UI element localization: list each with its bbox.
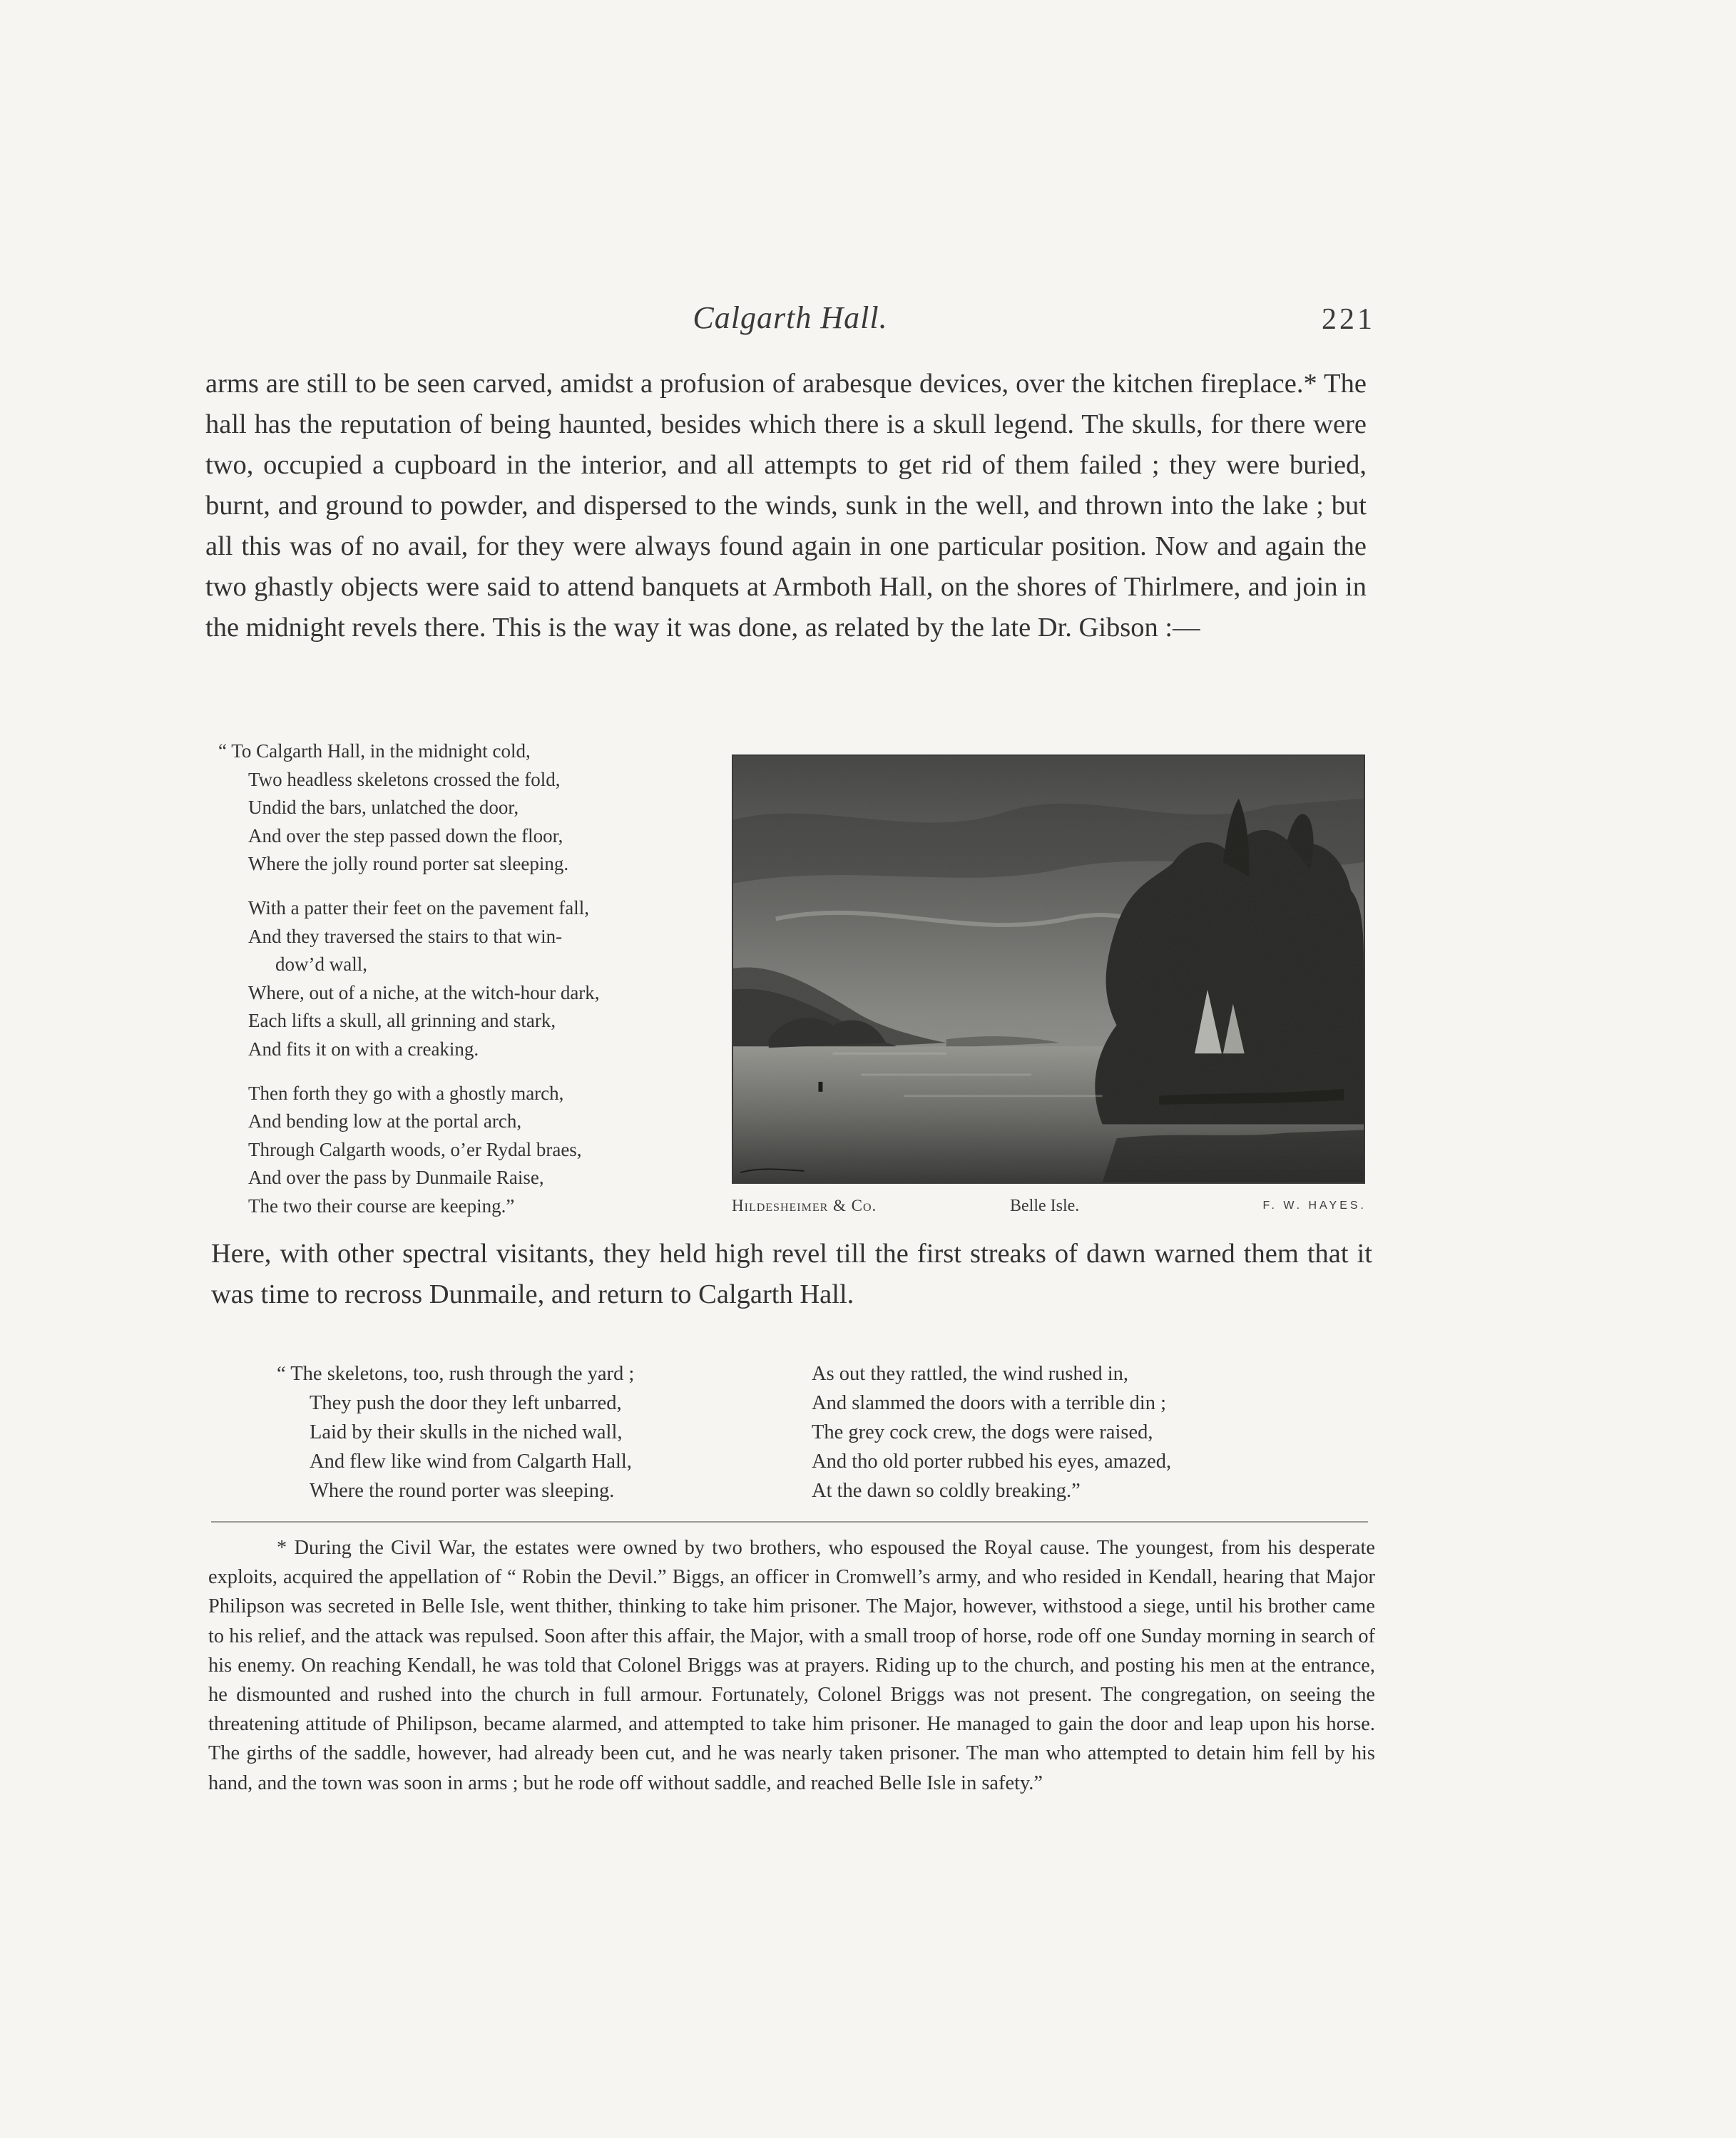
- poem-line: Two headless skeletons crossed the fold,: [248, 768, 561, 790]
- poem-gibson: [218, 737, 703, 1237]
- page-number: 221: [1322, 303, 1375, 336]
- poem-line: And flew like wind from Calgarth Hall,: [310, 1451, 632, 1473]
- caption-artist: F. W. HAYES.: [1262, 1200, 1367, 1212]
- caption-title: Belle Isle.: [1010, 1197, 1080, 1215]
- poem-line: Then forth they go with a ghostly march,: [248, 1082, 564, 1104]
- poem-line: As out they rattled, the wind rushed in,: [812, 1363, 1129, 1385]
- poem-line: Undid the bars, unlatched the door,: [248, 797, 519, 819]
- poem-stanza-1: [218, 737, 703, 879]
- poem-stanza-2: [218, 894, 703, 1064]
- poem-continuation-right: [812, 1359, 1325, 1505]
- poem-line: And fits it on with a creaking.: [248, 1038, 479, 1060]
- poem-line: Where the jolly round porter sat sleeping.: [248, 853, 569, 875]
- caption-publisher: Hildesheimer & Co.: [732, 1197, 877, 1214]
- poem-line: With a patter their feet on the pavement fall,: [248, 896, 589, 919]
- poem-line: At the dawn so coldly breaking.”: [812, 1480, 1081, 1502]
- running-head: [205, 300, 1375, 342]
- poem-line: And bending low at the portal arch,: [248, 1110, 522, 1132]
- poem-line: “ To Calgarth Hall, in the midnight cold,: [218, 740, 531, 762]
- poem-line: And over the pass by Dunmaile Raise,: [248, 1167, 544, 1189]
- poem-line: Each lifts a skull, all grinning and stark,: [248, 1010, 556, 1032]
- body-paragraph-1: arms are still to be seen carved, amidst a profusion of arabesque devices, over the kitchen fireplace.* The hall has the reputation of being haunted, besides which there is a skull legend. The skulls, for there were two, occupied a cupboard in the interior, and all attempts to get rid of them failed ; they were buried, burnt, and ground to powder, and dispersed to the winds, sunk in the well, and thrown into the lake ; but all this was of no avail, for they were always found again in one particular position. Now and again the two ghastly objects were said to attend banquets at Armboth Hall, on the shores of Thirlmere, and join in the midnight revels there. This is the way it was done, as related by the late Dr. Gibson :—: [205, 369, 1367, 643]
- poem-line: Where the round porter was sleeping.: [310, 1480, 615, 1502]
- poem-line: Laid by their skulls in the niched wall,: [310, 1421, 623, 1443]
- body-paragraph-2: Here, with other spectral visitants, they held high revel till the first streaks of dawn warned them that it was time to recross Dunmaile, and return to Calgarth Hall.: [211, 1239, 1372, 1309]
- footnote-divider: [211, 1521, 1368, 1523]
- poem-line: And over the step passed down the floor,: [248, 824, 563, 846]
- lake-engraving-image: [732, 755, 1365, 1184]
- poem-line: And slammed the doors with a terrible din ;: [812, 1392, 1167, 1414]
- poem-line: They push the door they left unbarred,: [310, 1392, 622, 1414]
- running-title: Calgarth Hall.: [693, 300, 888, 335]
- poem-line: The two their course are keeping.”: [248, 1195, 515, 1217]
- poem-line: And they traversed the stairs to that win-: [248, 925, 563, 947]
- poem-line: Through Calgarth woods, o’er Rydal braes,: [248, 1138, 582, 1160]
- poem-stanza-3: [218, 1080, 703, 1221]
- illustration-belle-isle: [732, 755, 1367, 1225]
- poem-line: The grey cock crew, the dogs were raised,: [812, 1421, 1153, 1443]
- poem-line: “ The skeletons, too, rush through the yard ;: [277, 1363, 635, 1385]
- poem-line: dow’d wall,: [275, 953, 367, 976]
- figure-caption: [732, 1197, 1367, 1225]
- footnote: * During the Civil War, the estates were owned by two brothers, who espoused the Royal cause. The youngest, from his desperate exploits, acquired the appellation of “ Robin the Devil.” Biggs, an officer in Cromwell’s army, and who resided in Kendall, hearing that Major Philipson was secreted in Belle Isle, went thither, thinking to take him prisoner. The Major, however, withstood a siege, until his brother came to his relief, and the attack was repulsed. Soon after this affair, the Major, with a small troop of horse, rode off one Sunday morning in search of his enemy. On reaching Kendall, he was told that Colonel Briggs was at prayers. Riding up to the church, and posting his men at the entrance, he dismounted and rushed into the church in full armour. Fortunately, Colonel Briggs was not present. The congregation, on seeing the threatening attitude of Philipson, became alarmed, and attempted to take him prisoner. He managed to gain the door and leap upon his horse. The girths of the saddle, however, had already been cut, and he was nearly taken prisoner. The man who attempted to detain him fell by his hand, and the town was soon in arms ; but he rode off without saddle, and reached Belle Isle in safety.”: [208, 1537, 1375, 1794]
- poem-line: And tho old porter rubbed his eyes, amazed,: [812, 1451, 1172, 1473]
- poem-line: Where, out of a niche, at the witch-hour dark,: [248, 981, 600, 1003]
- poem-continuation-left: [277, 1359, 776, 1505]
